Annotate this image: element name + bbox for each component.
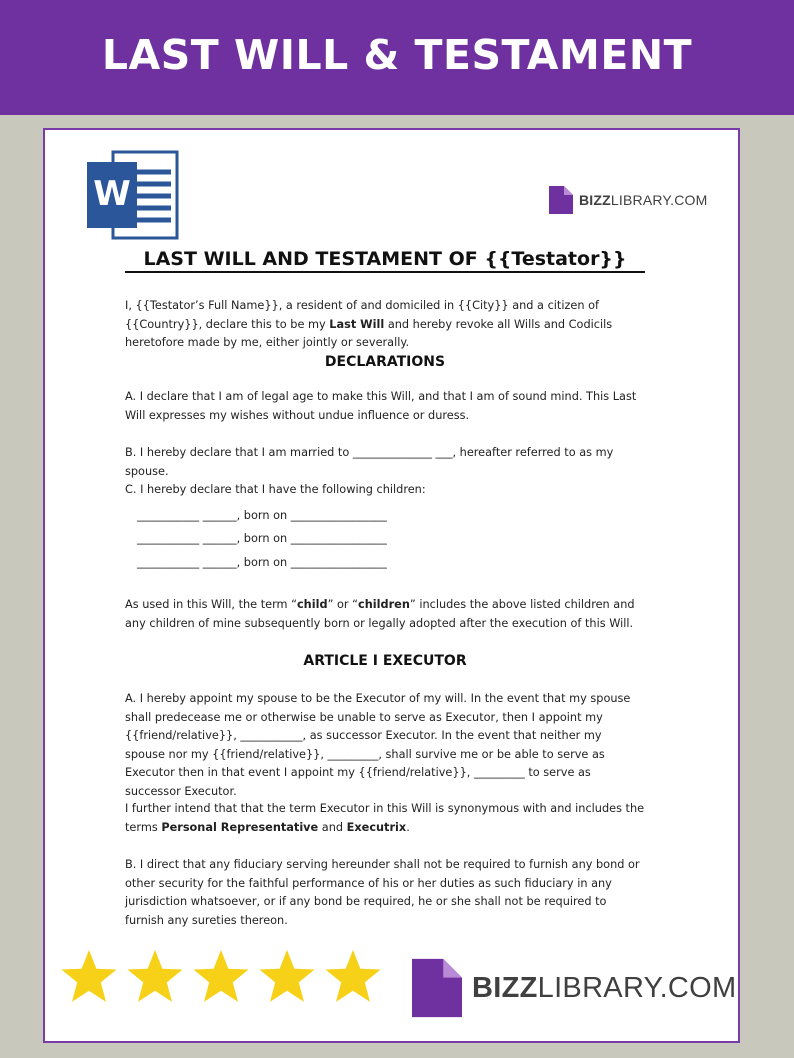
child-entry: ___________ ______, born on _________________ [137, 556, 387, 569]
executor-terms-paragraph: I further intend that that the term Executor in this Will is synonymous with and includes the terms Personal Representative and Executrix. [125, 802, 645, 834]
banner-title: LAST WILL & TESTAMENT [101, 30, 693, 79]
star-icon [126, 948, 184, 1006]
star-rating [60, 948, 382, 1006]
logo-text: BIZZLIBRARY.COM [579, 192, 708, 208]
star-icon [60, 948, 118, 1006]
svg-text:W: W [93, 174, 131, 214]
bizzlibrary-logo-large [412, 958, 737, 1018]
bizzlibrary-logo-icon [549, 186, 573, 214]
bizzlibrary-logo-small [549, 186, 708, 214]
star-icon [192, 948, 250, 1006]
declaration-c: C. I hereby declare that I have the following children: [125, 483, 426, 496]
children-definition-paragraph: As used in this Will, the term “child” or “children” includes the above listed children and any children of mine subsequently born or legally adopted after the execution of this Will. [125, 598, 635, 630]
article-a-paragraph: A. I hereby appoint my spouse to be the Executor of my will. In the event that my spouse shall predecease me or otherwise be unable to serve as Executor, then I appoint my {{friend/relative}}, ___________, as successor Executor. In the event that neither my spouse nor my {{friend/relative}}, _________, shall survive me or be able to serve as Executor then in that event I appoint my {{friend/relative}}, _________ to serve as successor Executor. [125, 692, 631, 798]
declaration-b: B. I hereby declare that I am married to ______________ ___, hereafter referred to as my spouse. [125, 446, 614, 478]
word-icon [85, 150, 180, 240]
intro-paragraph: I, {{Testator’s Full Name}}, a resident of and domiciled in {{City}} and a citizen of {{Country}}, declare this to be my Last Will and hereby revoke all Wills and Codicils heretofore made by me, either jointly or severally. [125, 299, 613, 349]
star-icon [324, 948, 382, 1006]
article-executor-heading: ARTICLE I EXECUTOR [303, 653, 467, 669]
child-entry: ___________ ______, born on _________________ [137, 532, 387, 545]
child-entry: ___________ ______, born on _________________ [137, 509, 387, 522]
star-icon [258, 948, 316, 1006]
declarations-heading: DECLARATIONS [324, 354, 446, 370]
article-b-paragraph: B. I direct that any fiduciary serving hereunder shall not be required to furnish any bond or other security for the faithful performance of his or her duties as such fiduciary in any jurisdiction whatsoever, or if any bond be required, he or she shall not be required to furnish any sureties thereon. [125, 858, 640, 927]
document-title: LAST WILL AND TESTAMENT OF {{Testator}} [125, 248, 645, 273]
bizzlibrary-logo-icon [412, 958, 462, 1018]
banner [0, 0, 794, 115]
declaration-a: A. I declare that I am of legal age to make this Will, and that I am of sound mind. This Last Will expresses my wishes without undue influence or duress. [125, 390, 637, 422]
logo-text: BIZZLIBRARY.COM [472, 971, 737, 1004]
document-preview [43, 128, 740, 1043]
